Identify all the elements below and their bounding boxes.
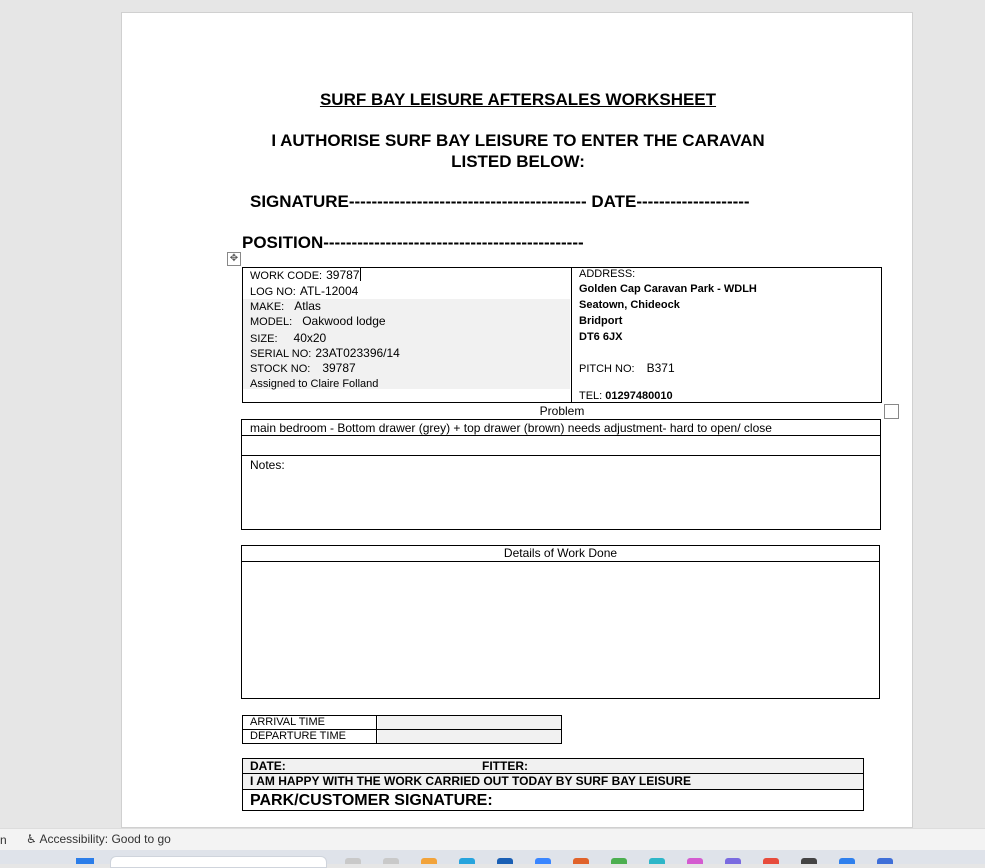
address-line-1: Golden Cap Caravan Park - WDLH xyxy=(579,283,757,295)
position-line: POSITION---------------------------------------------- xyxy=(242,233,584,252)
serial-row: SERIAL NO: 23AT023396/14 xyxy=(250,346,400,360)
departure-row xyxy=(243,730,561,743)
taskbar-app-icon[interactable] xyxy=(497,858,513,864)
table-move-handle-icon[interactable]: ✥ xyxy=(227,252,241,266)
departure-label: DEPARTURE TIME xyxy=(243,730,377,743)
departure-time-field[interactable] xyxy=(378,730,561,743)
caravan-details-cell[interactable] xyxy=(243,268,572,402)
document-page xyxy=(121,12,913,828)
taskbar-app-icon[interactable] xyxy=(839,858,855,864)
model-row: MODEL: Oakwood lodge xyxy=(250,314,386,328)
taskbar-app-icon[interactable] xyxy=(459,858,475,864)
stock-row: STOCK NO: 39787 xyxy=(250,361,356,375)
problem-table[interactable] xyxy=(241,419,881,530)
taskbar-app-icon[interactable] xyxy=(573,858,589,864)
taskbar-app-icon[interactable] xyxy=(877,858,893,864)
log-no-row: LOG NO: ATL-12004 xyxy=(250,284,359,298)
date-label: DATE: xyxy=(250,759,286,773)
address-label: ADDRESS: xyxy=(579,268,636,280)
signature-line: SIGNATURE------------------------------------------ DATE-------------------- xyxy=(250,192,750,211)
address-line-4: DT6 6JX xyxy=(579,331,623,343)
taskbar-app-icon[interactable] xyxy=(725,858,741,864)
accessibility-icon: ♿ xyxy=(26,832,37,846)
status-bar xyxy=(0,828,985,851)
authorise-statement: I AUTHORISE SURF BAY LEISURE TO ENTER THE CARAVAN LISTED BELOW: xyxy=(271,131,765,171)
arrival-label: ARRIVAL TIME xyxy=(243,716,377,729)
problem-header: Problem xyxy=(539,404,585,418)
tel-row: TEL: 01297480010 xyxy=(579,390,673,402)
notes-label: Notes: xyxy=(250,458,285,472)
start-icon[interactable] xyxy=(76,858,94,864)
date-fitter-row[interactable] xyxy=(243,759,863,774)
caravan-info-table xyxy=(242,267,882,403)
size-row: SIZE: 40x20 xyxy=(250,331,327,345)
table-resize-handle[interactable] xyxy=(884,404,899,419)
taskbar-app-icon[interactable] xyxy=(687,858,703,864)
happy-statement: I AM HAPPY WITH THE WORK CARRIED OUT TODAY BY SURF BAY LEISURE xyxy=(243,774,863,790)
text-cursor xyxy=(360,268,361,281)
problem-blank-row xyxy=(242,437,880,456)
work-code-value: 39787 xyxy=(326,268,360,282)
customer-signature-row[interactable]: PARK/CUSTOMER SIGNATURE: xyxy=(250,792,493,809)
taskbar-app-icon[interactable] xyxy=(611,858,627,864)
taskbar-app-icon[interactable] xyxy=(801,858,817,864)
document-title: SURF BAY LEISURE AFTERSALES WORKSHEET xyxy=(319,90,717,109)
taskbar-app-icon[interactable] xyxy=(763,858,779,864)
work-code-row: WORK CODE: 39787 xyxy=(250,268,360,282)
signoff-table xyxy=(242,758,864,811)
fitter-label: FITTER: xyxy=(482,759,528,773)
taskbar xyxy=(0,850,985,864)
status-left-text: n xyxy=(0,833,7,847)
work-done-header: Details of Work Done xyxy=(242,546,879,562)
arrival-time-field[interactable] xyxy=(378,716,561,729)
arrival-row xyxy=(243,716,561,730)
assigned-to: Assigned to Claire Folland xyxy=(250,378,379,390)
taskbar-app-icon[interactable] xyxy=(649,858,665,864)
make-row: MAKE: Atlas xyxy=(250,299,321,313)
taskbar-app-icon[interactable] xyxy=(345,858,361,864)
accessibility-status[interactable]: ♿ Accessibility: Good to go xyxy=(26,832,171,846)
taskbar-app-icon[interactable] xyxy=(421,858,437,864)
address-line-2: Seatown, Chideock xyxy=(579,299,680,311)
taskbar-search-box[interactable] xyxy=(110,856,327,868)
problem-description: main bedroom - Bottom drawer (grey) + top drawer (brown) needs adjustment- hard to open/ close xyxy=(242,420,880,436)
taskbar-app-icon[interactable] xyxy=(383,858,399,864)
work-done-table[interactable] xyxy=(241,545,880,699)
taskbar-app-icon[interactable] xyxy=(535,858,551,864)
address-line-3: Bridport xyxy=(579,315,623,327)
time-table xyxy=(242,715,562,744)
pitch-row: PITCH NO: B371 xyxy=(579,361,675,375)
